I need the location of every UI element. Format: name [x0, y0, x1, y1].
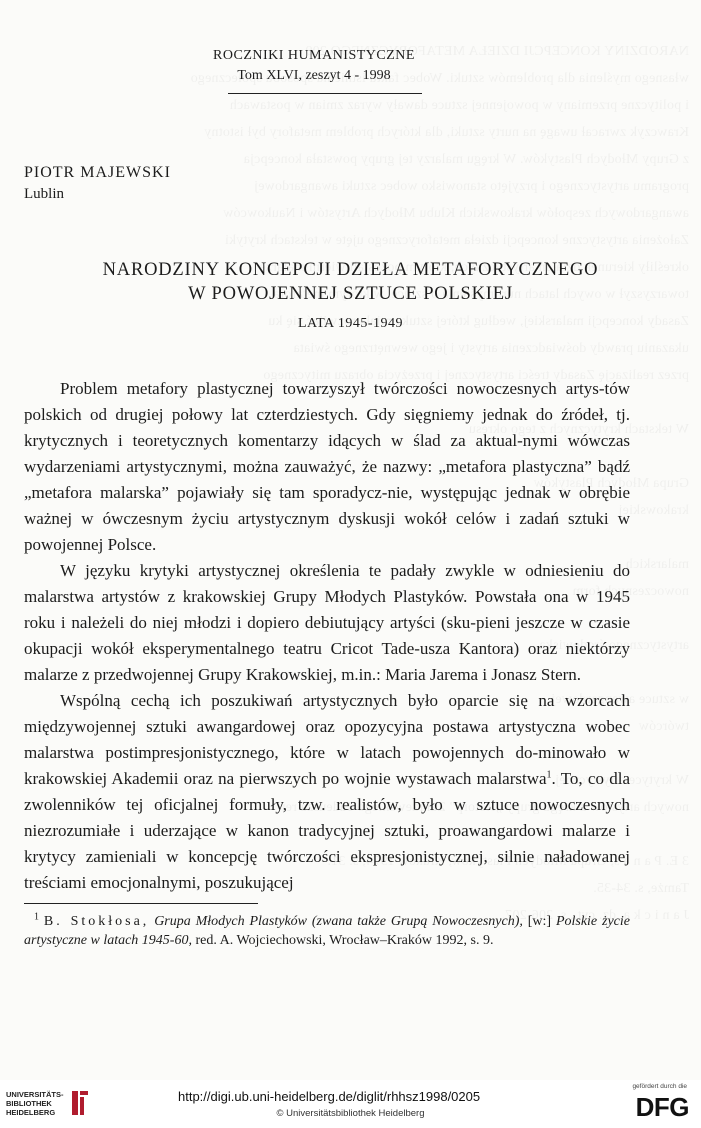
ub-line-2: BIBLIOTHEK [6, 1099, 52, 1108]
bleed-line [20, 98, 689, 114]
bleed-line [20, 125, 689, 141]
footnote-author: B. Stokłosa, [43, 914, 150, 929]
paragraph-1: Problem metafory plastycznej towarzyszył twórczości nowoczesnych artys-tów polskich od drugiej połowy lat czterdziestych. Gdy sięgniemy jednak do źródeł, tj. krytycznych i teoretycznych komentarzy idących w ślad za aktual-nymi wówczas wydarzeniami artystycznymi, można zauważyć, że nazwy: „metafora plastyczna” bądź „metafora malarska” pojawiały się tam sporadycz-nie, występując jednak w obrębie ważnej w ówczesnym życiu artystycznym dyskusji wokół celów i zadań sztuki w powojennej Polsce. [24, 379, 630, 554]
title-line-1: NARODZINY KONCEPCJI DZIEŁA METAFORYCZNEGO [102, 260, 599, 280]
header-rule [228, 93, 422, 94]
dfg-logo: DFG [635, 1092, 689, 1122]
footnote [24, 912, 630, 950]
footnote-rule [24, 903, 258, 904]
footnote-rest: red. A. Wojciechowski, Wrocław–Kraków 1992, s. 9. [191, 933, 494, 948]
footnote-ref: 1 [546, 769, 552, 781]
article-title [0, 258, 701, 306]
dfg-caption: gefördert durch die [632, 1083, 687, 1090]
footnote-text [24, 912, 630, 950]
footnote-title-2: Polskie życie artystyczne w latach 1945-60, [24, 914, 630, 948]
ub-line-3: HEIDELBERG [6, 1108, 56, 1117]
author-name: PIOTR MAJEWSKI [24, 164, 171, 181]
ub-line-1: UNIVERSITÄTS- [6, 1090, 64, 1099]
bleed-line [20, 233, 689, 249]
journal-name: ROCZNIKI HUMANISTYCZNE [213, 48, 415, 63]
digitization-footer [0, 1080, 701, 1128]
title-line-2: W POWOJENNEJ SZTUCE POLSKIEJ [188, 284, 513, 304]
article-body [24, 376, 630, 896]
paragraph-3-part-b: . To, co dla zwolenników tej oficjalnej formuły, tzw. realistów, było w sztuce nowoczesnych niezrozumiałe i uderzające w kanon tradycyjnej sztuki, proawangardowi malarze i krytycy zamieniali w koncepcję twórczości ekspresjonistycznej, silnie naładowanej treściami emocjonalnymi, poszukującej [24, 769, 630, 892]
bleed-line [20, 341, 689, 357]
author-place: Lublin [24, 186, 64, 202]
paragraph-2: W języku krytyki artystycznej określenia te padały zwykle w odniesieniu do malarstwa artystów z krakowskiej Grupy Młodych Plastyków. Powstała ona w 1945 roku i należeli do niej młodzi i dopiero debiutujący artyści (sku-pieni jeszcze w czasie okupacji wokół eksperymentalnego teatru Cricot Tade-usza Kantora) oraz niektórzy malarze z przedwojennej Grupy Krakowskiej, m.in.: Maria Jarema i Jonasz Stern. [24, 561, 630, 684]
footnote-number: 1 [34, 911, 39, 923]
journal-header [200, 48, 428, 84]
journal-issue: Tom XLVI, zeszyt 4 - 1998 [237, 68, 391, 83]
paragraph-3 [24, 688, 630, 896]
footnote-title-1: Grupa Młodych Plastyków (zwana także Grupą Nowoczesnych), [154, 914, 523, 929]
digilit-url-link[interactable]: http://digi.ub.uni-heidelberg.de/diglit/rhhsz1998/0205 [178, 1089, 481, 1104]
copyright-text: © Universitätsbibliothek Heidelberg [276, 1108, 425, 1119]
article-subtitle: LATA 1945-1949 [297, 316, 404, 331]
footnote-in: [w:] [527, 914, 552, 929]
bleed-line [20, 206, 689, 222]
paragraph-3-part-a: Wspólną cechą ich poszukiwań artystycznych było oparcie się na wzorcach międzywojennej sztuki awangardowej oraz opozycyjna postawa artystyczna wobec malarstwa postimpresjonistycznego, które w latach powojennych do-minowało w krakowskiej Akademii oraz na pierwszych po wojnie wystawach malarstwa [24, 691, 630, 788]
